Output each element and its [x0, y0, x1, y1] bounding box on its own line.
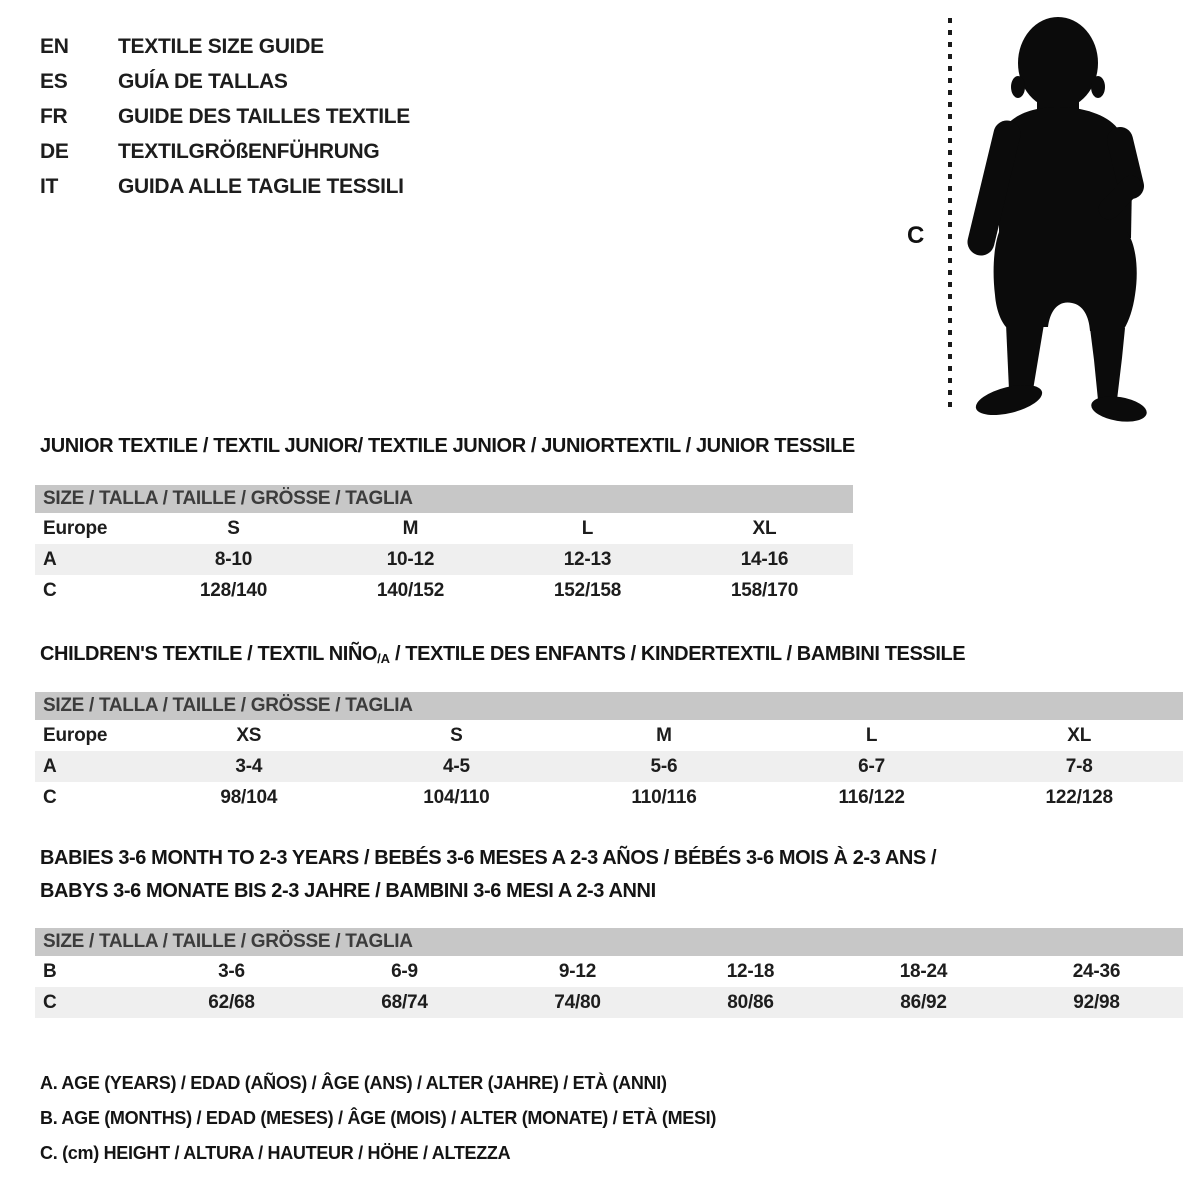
- table-cell: 158/170: [730, 579, 799, 601]
- title-subscript: /A: [377, 651, 390, 666]
- table-row-europe: [35, 513, 853, 544]
- table-cell: XL: [752, 517, 777, 539]
- section-title-babies: [40, 842, 936, 908]
- baby-height-figure: [895, 10, 1175, 425]
- babies-size-table: [35, 928, 1183, 1018]
- table-cell: S: [450, 724, 463, 746]
- table-cell: 3-6: [218, 960, 245, 982]
- language-row: [40, 29, 410, 64]
- title-line-1: BABIES 3-6 MONTH TO 2-3 YEARS / BEBÉS 3-6 MESES A 2-3 AÑOS / BÉBÉS 3-6 MOIS À 2-3 ANS /: [40, 847, 937, 869]
- row-label: B: [43, 960, 57, 982]
- table-cell: 4-5: [442, 755, 470, 777]
- language-code: FR: [40, 104, 68, 128]
- row-label: Europe: [43, 724, 108, 746]
- table-cell: 68/74: [381, 991, 428, 1013]
- section-title-children: [40, 644, 965, 666]
- language-row: [40, 64, 410, 99]
- table-row-height: [35, 987, 1183, 1018]
- row-label: C: [43, 991, 57, 1013]
- table-cell: 5-6: [650, 755, 678, 777]
- language-title: GUIDE DES TAILLES TEXTILE: [118, 104, 410, 128]
- table-row-height: [35, 575, 853, 606]
- title-line-2: BABYS 3-6 MONATE BIS 2-3 JAHRE / BAMBINI 3-6 MESI A 2-3 ANNI: [40, 880, 656, 902]
- table-cell: 3-4: [235, 755, 263, 777]
- table-cell: 6-7: [858, 755, 886, 777]
- table-cell: M: [402, 517, 419, 539]
- language-title: TEXTILE SIZE GUIDE: [118, 34, 324, 58]
- size-header-bar: SIZE / TALLA / TAILLE / GRÖSSE / TAGLIA: [35, 692, 1183, 720]
- table-cell: 152/158: [553, 579, 622, 601]
- title-part: / TEXTILE DES ENFANTS / KINDERTEXTIL / BAMBINI TESSILE: [389, 643, 966, 665]
- size-header-bar: SIZE / TALLA / TAILLE / GRÖSSE / TAGLIA: [35, 485, 853, 513]
- legend-line-c: C. (cm) HEIGHT / ALTURA / HAUTEUR / HÖHE / ALTEZZA: [40, 1143, 511, 1163]
- table-cell: 8-10: [214, 548, 253, 570]
- table-cell: 122/128: [1045, 786, 1113, 808]
- language-code: DE: [40, 139, 69, 163]
- table-cell: 92/98: [1073, 991, 1120, 1013]
- table-cell: 24-36: [1072, 960, 1121, 982]
- language-row: [40, 99, 410, 134]
- table-cell: 62/68: [208, 991, 255, 1013]
- row-label: Europe: [43, 517, 108, 539]
- legend-line-b: B. AGE (MONTHS) / EDAD (MESES) / ÂGE (MOIS) / ALTER (MONATE) / ETÀ (MESI): [40, 1108, 717, 1128]
- row-label: C: [43, 786, 57, 808]
- table-cell: 7-8: [1065, 755, 1093, 777]
- table-cell: 10-12: [386, 548, 435, 570]
- table-cell: 98/104: [220, 786, 278, 808]
- table-cell: 12-13: [563, 548, 612, 570]
- table-cell: 110/116: [631, 786, 697, 808]
- table-row-age: [35, 751, 1183, 782]
- height-measure-label: C: [907, 222, 925, 249]
- table-cell: 104/110: [423, 786, 490, 808]
- table-cell: XL: [1067, 724, 1092, 746]
- section-title-junior: JUNIOR TEXTILE / TEXTIL JUNIOR/ TEXTILE JUNIOR / JUNIORTEXTIL / JUNIOR TESSILE: [40, 435, 855, 457]
- table-cell: 12-18: [726, 960, 775, 982]
- legend-line-a: A. AGE (YEARS) / EDAD (AÑOS) / ÂGE (ANS) / ALTER (JAHRE) / ETÀ (ANNI): [40, 1073, 667, 1093]
- table-cell: 86/92: [900, 991, 947, 1013]
- table-cell: XS: [236, 724, 262, 746]
- table-row-height: [35, 782, 1183, 813]
- table-cell: 74/80: [554, 991, 601, 1013]
- table-cell: 6-9: [391, 960, 418, 982]
- language-title: GUÍA DE TALLAS: [118, 69, 288, 93]
- table-cell: 140/152: [376, 579, 445, 601]
- row-label: C: [43, 579, 57, 601]
- children-size-table: [35, 692, 1183, 813]
- table-cell: 128/140: [199, 579, 268, 601]
- table-cell: 14-16: [740, 548, 789, 570]
- row-label: A: [43, 755, 57, 777]
- junior-size-table: [35, 485, 853, 606]
- table-cell: 116/122: [838, 786, 905, 808]
- language-title-list: [40, 29, 410, 204]
- table-row-age: [35, 544, 853, 575]
- table-cell: M: [656, 724, 672, 746]
- table-row-europe: [35, 720, 1183, 751]
- language-title: GUIDA ALLE TAGLIE TESSILI: [118, 174, 404, 198]
- size-header-bar: SIZE / TALLA / TAILLE / GRÖSSE / TAGLIA: [35, 928, 1183, 956]
- language-code: IT: [40, 174, 59, 198]
- language-code: EN: [40, 34, 69, 58]
- language-row: [40, 134, 410, 169]
- language-row: [40, 169, 410, 204]
- table-cell: 18-24: [899, 960, 948, 982]
- table-row-months: [35, 956, 1183, 987]
- table-cell: L: [581, 517, 594, 539]
- table-cell: 9-12: [558, 960, 597, 982]
- language-title: TEXTILGRÖßENFÜHRUNG: [118, 139, 380, 163]
- baby-silhouette-icon: [973, 17, 1149, 425]
- title-part: CHILDREN'S TEXTILE / TEXTIL NIÑO: [40, 643, 378, 665]
- table-cell: L: [865, 724, 878, 746]
- table-cell: S: [227, 517, 240, 539]
- language-code: ES: [40, 69, 68, 93]
- measurement-legend: [40, 1066, 716, 1171]
- table-cell: 80/86: [727, 991, 774, 1013]
- row-label: A: [43, 548, 57, 570]
